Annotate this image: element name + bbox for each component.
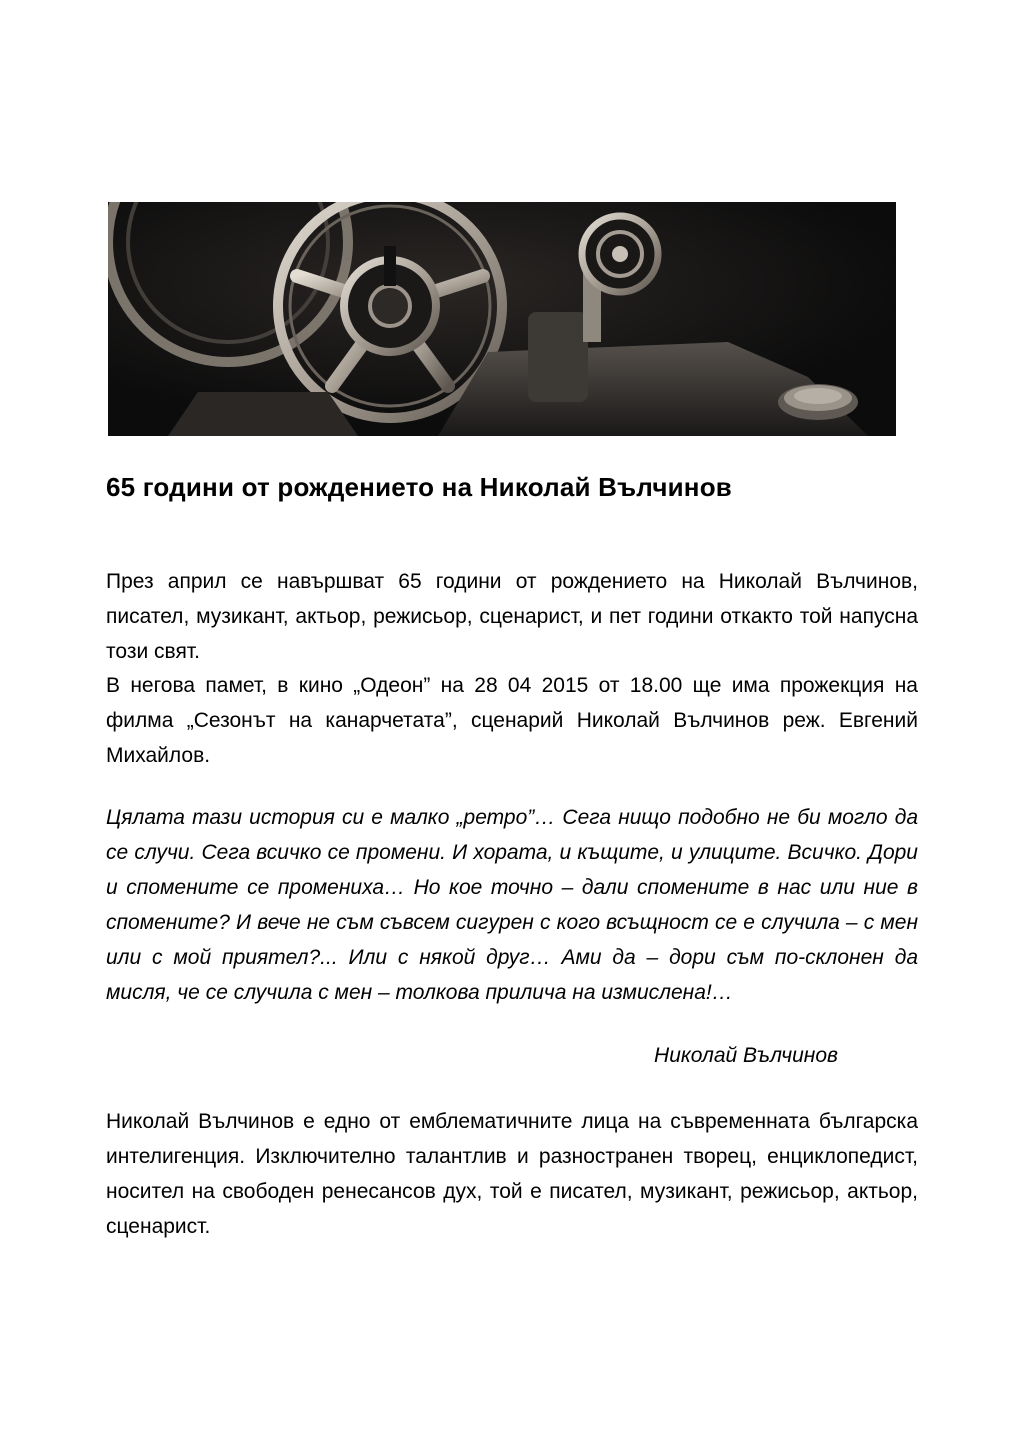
film-projector-icon (108, 202, 896, 436)
film-projector-banner (108, 202, 896, 436)
quote-author: Николай Вълчинов (654, 1044, 838, 1067)
author-quote: Цялата тази история си е малко „ретро”… Сега нищо подобно не би могло да се случи. Сега всичко се промени. И хората, и къщите, и улиците. Всичко. Дори и спомените се промениха… Но кое точно – дали спомените в нас или ние в спомените? И вече не съм съвсем сигурен с кого всъщност се е случила – с мен или с мой приятел?... Или с някой друг… Ами да – дори съм по-склонен да мисля, че се случила с мен – толкова прилича на измислена!… (106, 806, 918, 1004)
article-title: 65 години от рождението на Николай Вълчинов (106, 472, 732, 502)
paragraph-screening: В негова памет, в кино „Одеон” на 28 04 2015 от 18.00 ще има прожекция на филма „Сезонът на канарчетата”, сценарий Николай Вълчинов реж. Евгений Михайлов. (106, 674, 918, 767)
paragraph-biography: Николай Вълчинов е едно от емблематичните лица на съвременната българска интелигенция. Изключително талантлив и разностранен творец, енциклопедист, носител на свободен ренесансов дух, той е писател, музикант, режисьор, актьор, сценарист. (106, 1110, 918, 1238)
paragraph-anniversary: През април се навършват 65 години от рождението на Николай Вълчинов, писател, музикант, актьор, режисьор, сценарист, и пет години откакто той напусна този свят. (106, 570, 918, 663)
